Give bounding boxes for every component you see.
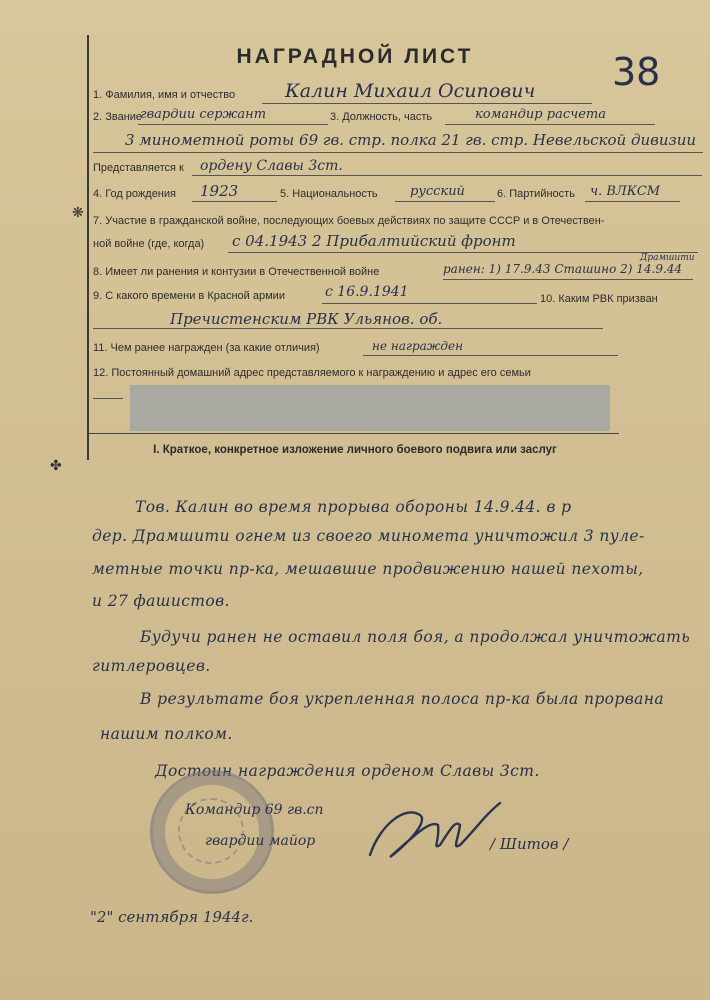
field-value-war-participation: с 04.1943 2 Прибалтийский фронт — [232, 232, 516, 250]
underline — [192, 201, 277, 202]
field-label-post: 3. Должность, часть — [330, 111, 433, 123]
field-label-party: 6. Партийность — [497, 188, 575, 200]
field-value-presented: ордену Славы 3ст. — [200, 158, 343, 174]
field-value-wounds-note: Драмшити — [640, 253, 695, 263]
document-date: "2" сентября 1944г. — [90, 908, 254, 926]
signatory-title: Командир 69 гв.сп — [185, 802, 324, 818]
field-label-awards: 11. Чем ранее награжден (за какие отличия) — [93, 342, 320, 354]
narrative-line: Достоин награждения орденом Славы 3ст. — [155, 762, 540, 780]
narrative-line: метные точки пр-ка, мешавшие продвижению нашей пехоты, — [92, 560, 644, 578]
document-number: 38 — [612, 50, 661, 94]
field-value-nationality: русский — [410, 184, 465, 199]
field-value-awards: не награжден — [372, 339, 464, 353]
field-label-birth-year: 4. Год рождения — [93, 188, 176, 200]
underline — [445, 124, 655, 125]
field-value-rank: гвардии сержант — [140, 107, 267, 122]
underline — [443, 279, 693, 280]
underline — [93, 152, 703, 153]
field-label-presented: Представляется к — [93, 162, 184, 174]
narrative-line: Будучи ранен не оставил поля боя, а продолжал уничтожать — [140, 628, 691, 646]
underline — [262, 103, 592, 104]
margin-line — [87, 35, 89, 460]
underline — [93, 398, 123, 399]
underline — [228, 252, 698, 253]
field-value-name: Калин Михаил Осипович — [285, 80, 536, 102]
field-value-unit: 3 минометной роты 69 гв. стр. полка 21 гв. стр. Невельской дивизии — [125, 131, 697, 149]
field-value-post: командир расчета — [475, 107, 606, 122]
narrative-line: нашим полком. — [100, 725, 233, 743]
handwritten-signature — [360, 795, 510, 870]
underline — [192, 175, 702, 176]
form-bottom-line — [89, 433, 619, 434]
field-label-rank: 2. Звание — [93, 111, 143, 123]
narrative-line: и 27 фашистов. — [92, 592, 230, 610]
field-label-army-since: 9. С какого времени в Красной армии — [93, 290, 285, 302]
narrative-line: В результате боя укрепленная полоса пр-ка была прорвана — [140, 690, 665, 708]
field-value-army-since: с 16.9.1941 — [325, 284, 409, 300]
binder-hole-mark: ✤ — [50, 459, 62, 474]
narrative-line: гитлеровцев. — [92, 657, 211, 675]
field-label-war-participation: 7. Участие в гражданской войне, последующих боевых действиях по защите СССР и в Отечествен- — [93, 215, 605, 227]
redacted-address-block — [130, 385, 610, 431]
field-value-party: ч. ВЛКСМ — [590, 184, 661, 199]
underline — [585, 201, 680, 202]
field-label-wounds: 8. Имеет ли ранения и контузии в Отечественной войне — [93, 266, 380, 278]
field-label-name: 1. Фамилия, имя и отчество — [93, 89, 236, 101]
section-title: I. Краткое, конкретное изложение личного боевого подвига или заслуг — [153, 444, 557, 456]
field-label-rvk: 10. Каким РВК призван — [540, 293, 658, 305]
underline — [363, 355, 618, 356]
underline — [395, 201, 495, 202]
field-label-nationality: 5. Национальность — [280, 188, 378, 200]
field-label-war-participation-cont: ной войне (где, когда) — [93, 238, 205, 250]
narrative-line: дер. Драмшити огнем из своего миномета уничтожил 3 пуле- — [92, 527, 645, 545]
field-value-birth-year: 1923 — [200, 182, 239, 200]
underline — [322, 303, 537, 304]
field-value-rvk: Пречистенским РВК Ульянов. об. — [170, 310, 443, 328]
signatory-rank: гвардии майор — [205, 833, 316, 849]
narrative-line: Тов. Калин во время прорыва обороны 14.9.44. в р — [135, 498, 572, 516]
underline — [93, 328, 603, 329]
signatory-name: / Шитов / — [490, 835, 569, 853]
field-value-wounds: ранен: 1) 17.9.43 Сташино 2) 14.9.44 — [443, 262, 683, 276]
field-label-address: 12. Постоянный домашний адрес представляемого к награждению и адрес его семьи — [93, 367, 531, 379]
underline — [138, 124, 328, 125]
document-title: НАГРАДНОЙ ЛИСТ — [236, 45, 474, 68]
binder-hole-mark: ❋ — [72, 206, 84, 221]
